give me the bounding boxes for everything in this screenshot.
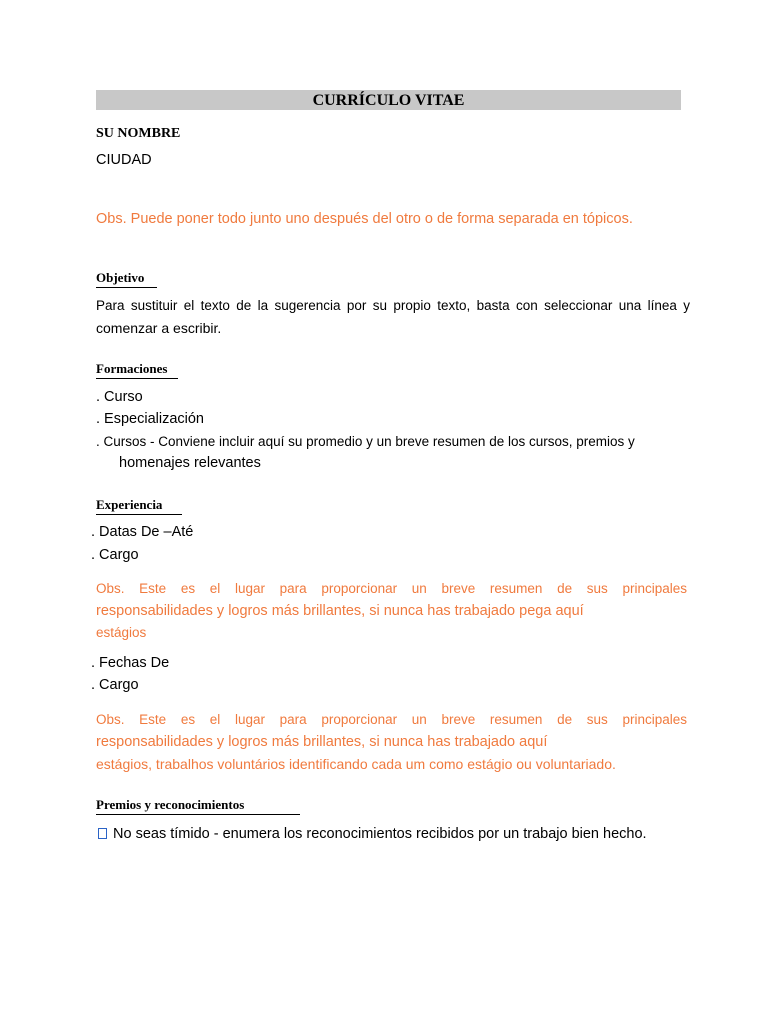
experience-note-line-2: responsabilidades y logros más brillantes, si nunca has trabajado aquí — [96, 734, 548, 750]
experience-note-line-3: estágios — [96, 625, 147, 640]
checkbox-bullet-icon — [98, 828, 107, 839]
education-item: . Cursos - Conviene incluir aquí su promedio y un breve resumen de los cursos, premios y — [96, 434, 635, 449]
awards-item — [98, 826, 647, 842]
document-title: CURRÍCULO VITAE — [96, 90, 681, 110]
experience-dates: . Datas De –Até — [91, 524, 194, 540]
awards-heading: Premios y reconocimientos — [96, 797, 300, 815]
objective-line-1: Para sustituir el texto de la sugerencia por su propio texto, basta con seleccionar una línea y — [96, 298, 690, 313]
experience-note-line-2: responsabilidades y logros más brillantes, si nunca has trabajado pega aquí — [96, 603, 584, 619]
experience-note — [96, 578, 687, 644]
objective-heading: Objetivo — [96, 270, 157, 288]
name-field: SU NOMBRE — [96, 126, 181, 141]
education-heading: Formaciones — [96, 361, 178, 379]
experience-note-line-1: Obs. Este es el lugar para proporcionar un breve resumen de sus principales — [96, 581, 687, 596]
city-field: CIUDAD — [96, 152, 152, 168]
education-item: . Curso — [96, 389, 143, 405]
intro-note: Obs. Puede poner todo junto uno después del otro o de forma separada en tópicos. — [96, 211, 633, 227]
education-item-continuation: homenajes relevantes — [119, 455, 261, 471]
awards-item-text: No seas tímido - enumera los reconocimientos recibidos por un trabajo bien hecho. — [113, 826, 647, 842]
objective-line-2: comenzar a escribir. — [96, 320, 222, 336]
education-item: . Especialización — [96, 411, 204, 427]
experience-dates: . Fechas De — [91, 655, 170, 671]
experience-role: . Cargo — [91, 677, 139, 693]
experience-role: . Cargo — [91, 547, 139, 563]
experience-note-line-1: Obs. Este es el lugar para proporcionar un breve resumen de sus principales — [96, 712, 687, 727]
experience-note-line-3: estágios, trabalhos voluntários identificando cada um como estágio ou voluntariado. — [96, 756, 616, 772]
experience-note — [96, 709, 687, 775]
experience-heading: Experiencia — [96, 497, 182, 515]
objective-text — [96, 295, 690, 339]
